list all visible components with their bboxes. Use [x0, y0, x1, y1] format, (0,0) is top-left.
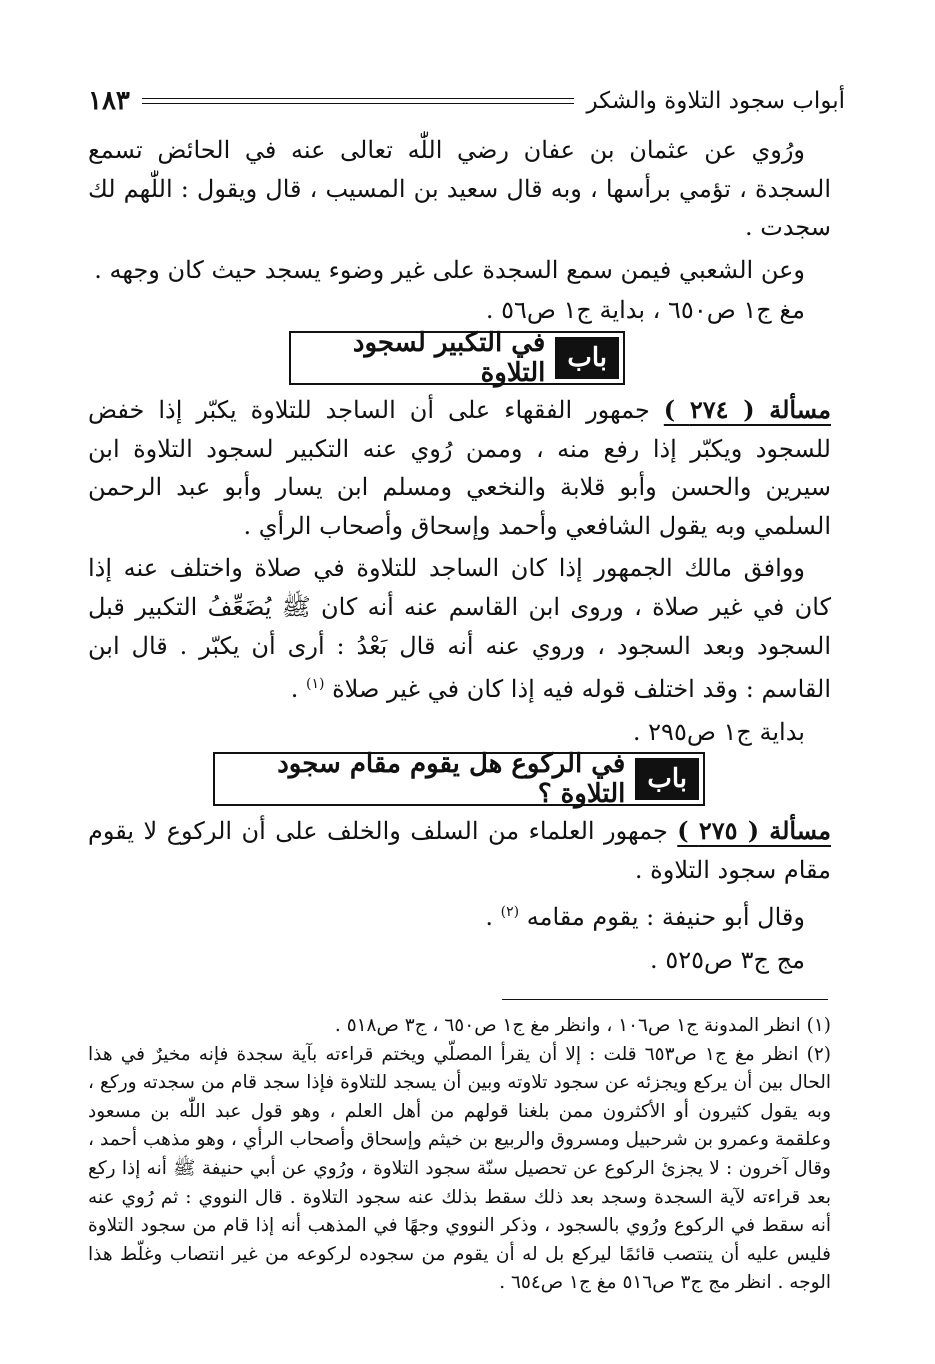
issue-274-section [88, 391, 831, 751]
issue-275-text: جمهور العلماء من السلف والخلف على أن الركوع لا يقوم مقام سجود التلاوة . [88, 817, 831, 884]
intro-reference: مغ ج١ ص٦٥٠ ، بداية ج١ ص٥٦ . [485, 296, 805, 325]
header-title: أبواب سجود التلاوة والشكر [586, 88, 845, 114]
issue-274-label: مسألة ( ٢٧٤ ) [663, 395, 831, 424]
chapter-heading-1 [289, 328, 625, 388]
issue-274-reference: بداية ج١ ص٢٩٥ . [632, 717, 805, 746]
chapter-1-bab-label: باب [555, 337, 619, 379]
intro-paragraph-1: ورُوي عن عثمان بن عفان رضي اللّٰه تعالى عنه في الحائض تسمع السجدة ، تؤمي برأسها ، وبه قال سعيد بن المسيب ، قال ويقول : اللّٰهم لك سجدت . [88, 136, 831, 242]
issue-275-paragraph-2 [88, 893, 831, 937]
issue-274-text: جمهور الفقهاء على أن الساجد للتلاوة يكبّر إذا خفض للسجود ويكبّر إذا رفع منه ، وممن رُوي عنه التكبير لسجود التلاوة ابن سيرين والحسن وأبو قلابة والنخعي ومسلم ابن يسار وأبو عبد الرحمن السلمي وبه يقول الشافعي وأحمد وإسحاق وأصحاب الرأي . [88, 396, 831, 540]
issue-274-p2-end: . [290, 675, 306, 704]
chapter-2-bab-label: باب [635, 758, 699, 800]
page-number: ١٨٣ [88, 86, 130, 116]
footnote-separator [502, 999, 828, 1000]
footnote-marker-1: (١) [306, 676, 325, 693]
issue-275-section [88, 812, 831, 979]
issue-274-paragraph [88, 391, 831, 545]
footnote-marker-2: (٢) [500, 904, 520, 921]
issue-275-reference: مج ج٣ ص٥٢٥ . [650, 945, 805, 974]
issue-274-paragraph-2 [88, 549, 831, 708]
issue-275-label: مسألة ( ٢٧٥ ) [677, 816, 831, 845]
footnotes [88, 1012, 831, 1298]
issue-274-p2-text: ووافق مالك الجمهور إذا كان الساجد للتلاوة في صلاة واختلف عنه إذا كان في غير صلاة ، وروى ابن القاسم عنه أنه كان ﷺ يُضَعِّفُ التكبير قبل السجود وبعد السجود ، وروي عنه أنه قال بَعْدُ : أرى أن يكبّر . قال ابن القاسم : وقد اختلف قوله فيه إذا كان في غير صلاة [88, 554, 831, 704]
chapter-heading-2 [213, 749, 705, 809]
footnote-1: (١) انظر المدونة ج١ ص١٠٦ ، وانظر مغ ج١ ص٦٥٠ ، ج٣ ص٥١٨ . [334, 1015, 831, 1036]
chapter-2-title: في الركوع هل يقوم مقام سجود التلاوة ؟ [277, 749, 626, 809]
issue-275-paragraph [88, 812, 831, 889]
footnote-2: (٢) انظر مغ ج١ ص٦٥٣ قلت : إلا أن يقرأ المصلّي ويختم قراءته بآية سجدة فإنه مخيرٌ في هذا الحال بين أن يركع ويجزئه عن سجود تلاوته وبين أن يسجد للتلاوة فإذا سجد قام من سجدته وركع ، وبه يقول كثيرون أو الأكثرون ممن بلغنا قولهم من أهل العلم ، وهو قول عبد اللّٰه بن مسعود وعلقمة وعمرو بن شرحبيل ومسروق والربيع بن خيثم وإسحاق وأصحاب الرأي ، وهو مذهب أحمد ، وقال آخرون : لا يجزئ الركوع عن تحصيل سنّة سجود التلاوة ، ورُوي عن أبي حنيفة ﷺ أنه إذا ركع بعد قراءته لآية السجدة وسجد بعد ذلك سقط بذلك عنه سجود التلاوة . قال النووي : ثم رُوي عنه أنه سقط في الركوع ورُوي بالسجود ، وذكر النووي وجهًا في المذهب أنه إذا قام من سجود التلاوة فليس عليه أن ينتصب قائمًا ليركع بل له أن يقوم من سجوده لركوعه من غير انتصاب وغلّط هذا الوجه . انظر مج ج٣ ص٥١٦ مغ ج١ ص٦٥٤ . [88, 1043, 831, 1294]
intro-paragraph-2: وعن الشعبي فيمن سمع السجدة على غير وضوء يسجد حيث كان وجهه . [94, 255, 805, 284]
header-rule [142, 98, 575, 104]
issue-275-p2-end: . [485, 903, 501, 932]
issue-275-p2-text: وقال أبو حنيفة : يقوم مقامه [526, 903, 805, 932]
intro-section [88, 131, 831, 330]
running-header [88, 84, 845, 118]
chapter-1-title: في التكبير لسجود التلاوة [352, 328, 546, 388]
